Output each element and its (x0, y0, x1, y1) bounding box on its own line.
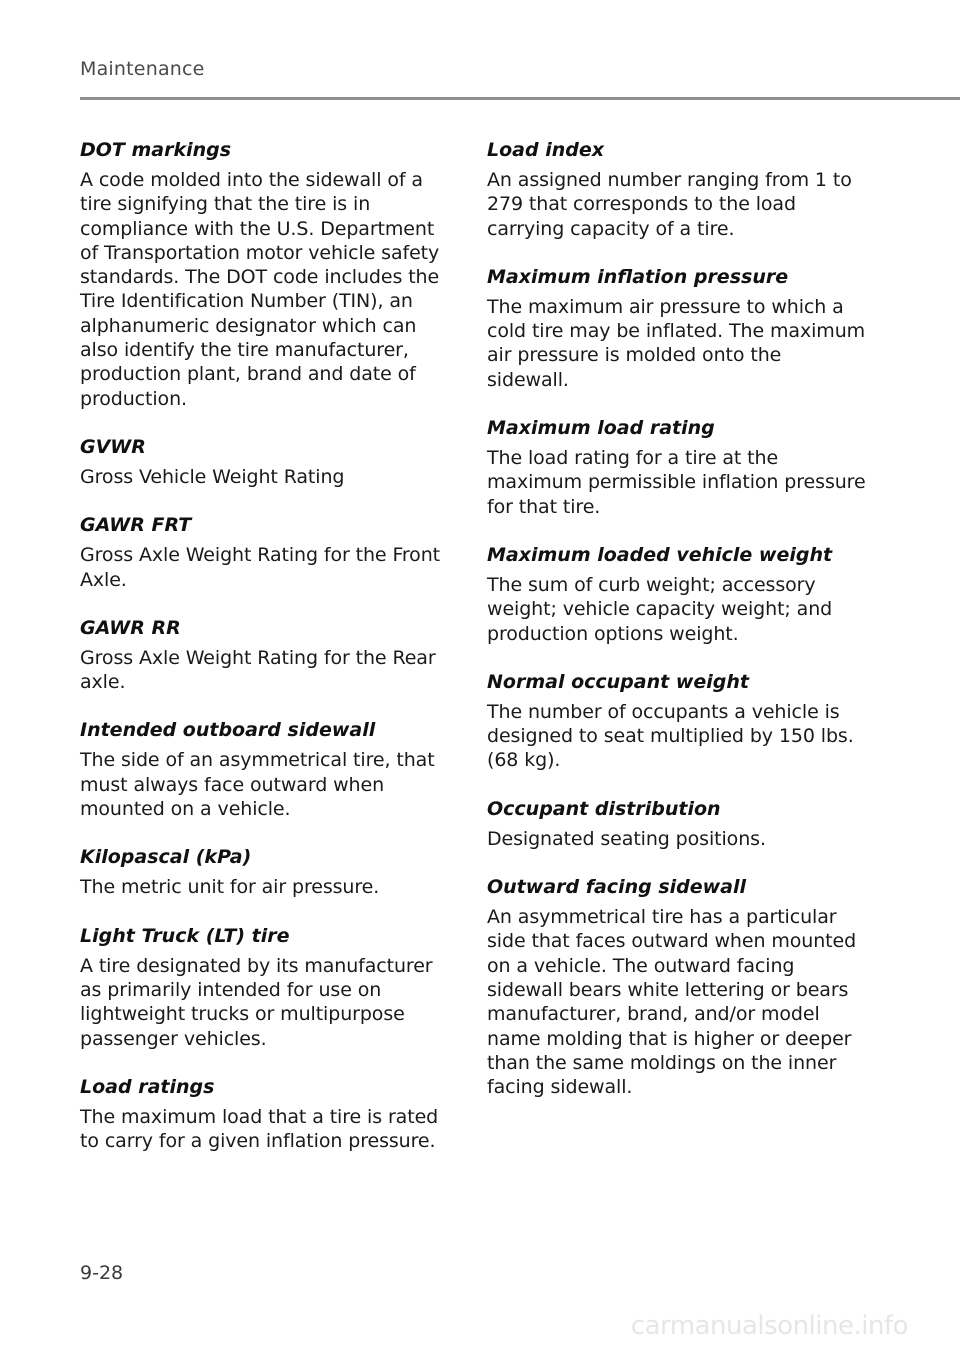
left-column (80, 138, 452, 1177)
term-title: Maximum inflation pressure (487, 265, 789, 288)
term-definition: The maximum air pressure to which a cold tire may be inflated. The maximum air pressure is molded onto the sidewall. (487, 295, 866, 391)
glossary-term (487, 265, 867, 392)
term-title: Intended outboard sidewall (80, 719, 376, 742)
term-definition: An assigned number ranging from 1 to 279 that corresponds to the load carrying capacity of a tire. (487, 169, 852, 240)
glossary-term (80, 1075, 452, 1154)
term-definition: The sum of curb weight; accessory weight; vehicle capacity weight; and production options weight. (487, 573, 833, 645)
glossary-term (80, 435, 452, 489)
glossary-term (80, 616, 452, 695)
term-title: DOT markings (80, 139, 232, 161)
term-definition: The side of an asymmetrical tire, that must always face outward when mounted on a vehicle. (80, 749, 435, 821)
term-definition: The number of occupants a vehicle is designed to seat multiplied by 150 lbs. (68 kg). (487, 700, 854, 772)
term-definition: Gross Axle Weight Rating for the Rear axle. (80, 646, 436, 694)
glossary-term (487, 543, 867, 646)
term-title: GVWR (80, 435, 146, 458)
term-title: Light Truck (LT) tire (80, 924, 290, 947)
term-title: Maximum load rating (487, 417, 715, 440)
term-title: Kilopascal (kPa) (80, 846, 252, 869)
term-definition: A code molded into the sidewall of a tire signifying that the tire is in compliance with the U.S. Department of Transportation motor vehicle safety standards. The DOT code includes the Tire Identification Number (TIN), an alphanumeric designator which can also identify the tire manufacturer, production plant, brand and date of production. (80, 169, 440, 410)
glossary-term (487, 416, 867, 519)
term-definition: Gross Vehicle Weight Rating (80, 465, 345, 488)
header-divider (80, 97, 960, 100)
term-title: Load ratings (80, 1075, 215, 1098)
glossary-term (80, 718, 452, 821)
page-number: 9-28 (80, 1262, 124, 1284)
glossary-term (80, 138, 452, 411)
term-title: Maximum loaded vehicle weight (487, 543, 833, 566)
glossary-term (80, 513, 452, 592)
term-title: Normal occupant weight (487, 670, 749, 693)
glossary-term (487, 875, 867, 1099)
term-title: Occupant distribution (487, 797, 721, 820)
term-definition: An asymmetrical tire has a particular side that faces outward when mounted on a vehicle. The outward facing sidewall bears white lettering or bears manufacturer, brand, and/or model name molding that is higher or deeper than the same moldings on the inner facing sidewall. (487, 906, 857, 1099)
term-definition: A tire designated by its manufacturer as primarily intended for use on lightweight trucks or multipurpose passenger vehicles. (80, 954, 433, 1050)
term-definition: The maximum load that a tire is rated to carry for a given inflation pressure. (80, 1105, 439, 1153)
term-title: GAWR RR (80, 616, 181, 639)
term-definition: The metric unit for air pressure. (80, 876, 380, 899)
glossary-term (487, 797, 867, 851)
term-title: Outward facing sidewall (487, 876, 747, 899)
glossary-term (80, 845, 452, 899)
glossary-term (80, 924, 452, 1051)
section-header: Maintenance (80, 58, 205, 80)
term-definition: The load rating for a tire at the maximum permissible inflation pressure for that tire. (487, 447, 866, 518)
right-column (487, 138, 867, 1123)
term-title: Load index (487, 139, 604, 161)
term-definition: Gross Axle Weight Rating for the Front Axle. (80, 544, 441, 591)
watermark: carmanualsonline.info (630, 1311, 908, 1341)
term-definition: Designated seating positions. (487, 827, 766, 850)
glossary-term (487, 138, 867, 241)
term-title: GAWR FRT (80, 514, 192, 537)
glossary-term (487, 670, 867, 773)
